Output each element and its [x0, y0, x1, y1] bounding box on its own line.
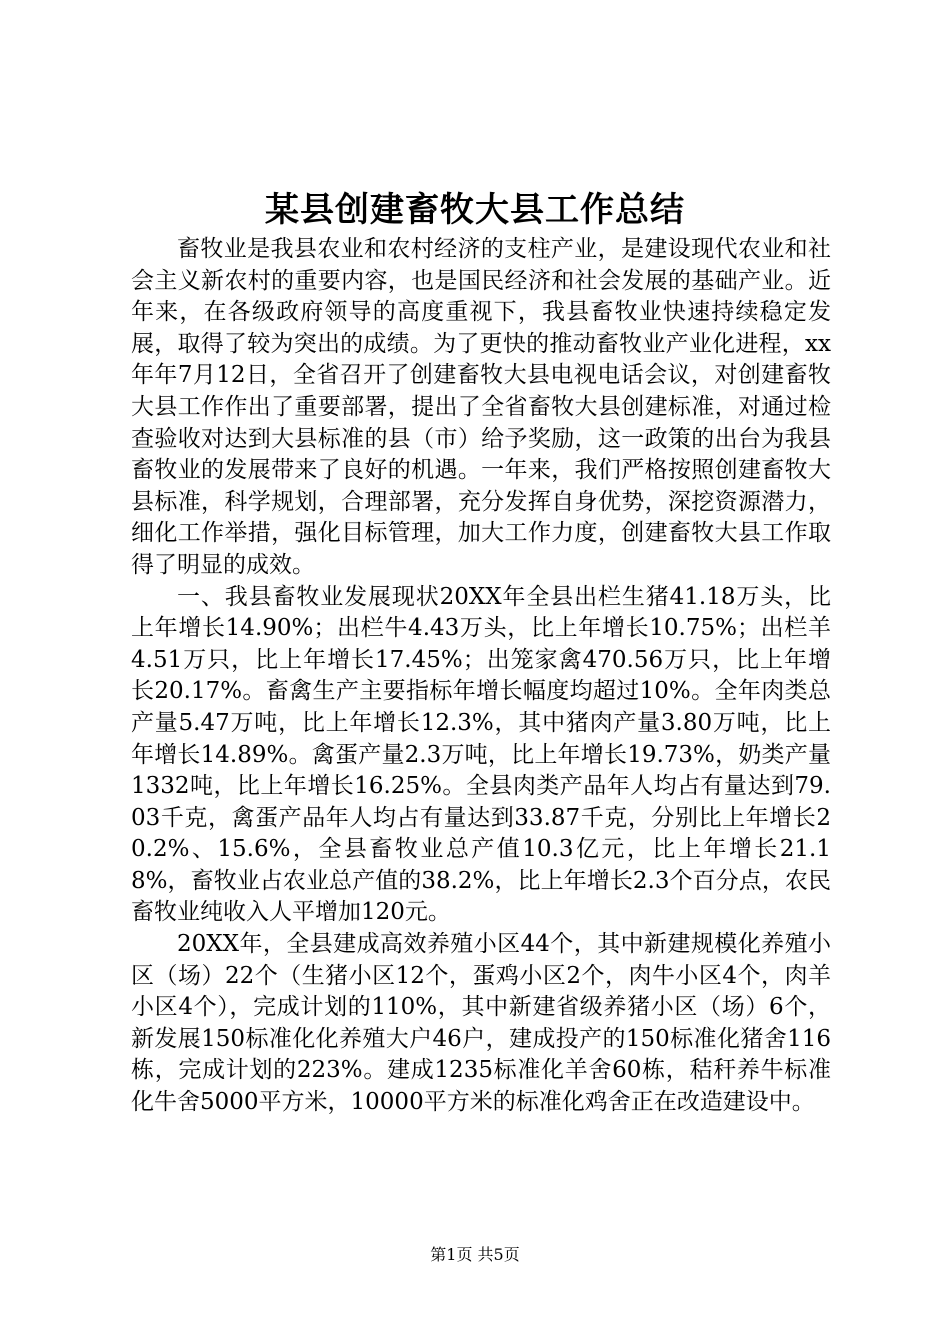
paragraph-intro: 畜牧业是我县农业和农村经济的支柱产业，是建设现代农业和社会主义新农村的重要内容，也是国民经济和社会发展的基础产业。近年来，在各级政府领导的高度重视下，我县畜牧业快速持续稳定发展，取得了较为突出的成绩。为了更快的推动畜牧业产业化进程，xx年年7月12日，全省召开了创建畜牧大县电视电话会议，对创建畜牧大县工作作出了重要部署，提出了全省畜牧大县创建标准，对通过检查验收对达到大县标准的县（市）给予奖励，这一政策的出台为我县畜牧业的发展带来了良好的机遇。一年来，我们严格按照创建畜牧大县标准，科学规划，合理部署，充分发挥自身优势，深挖资源潜力，细化工作举措，强化目标管理，加大工作力度，创建畜牧大县工作取得了明显的成效。 — [131, 236, 831, 578]
document-title: 某县创建畜牧大县工作总结 — [265, 190, 685, 230]
document-body — [131, 234, 831, 1119]
paragraph-breeding-zones: 20XX年，全县建成高效养殖小区44个，其中新建规模化养殖小区（场）22个（生猪小区12个，蛋鸡小区2个，肉牛小区4个，肉羊小区4个），完成计划的110%，其中新建省级养猪小区（场）6个，新发展150标准化化养殖大户46户，建成投产的150标准化猪舍116栋，完成计划的223%。建成1235标准化羊舍60栋，秸秆养牛标准化牛舍5000平方米，10000平方米的标准化鸡舍正在改造建设中。 — [131, 931, 831, 1116]
page-footer: 第1页 共5页 — [430, 1245, 520, 1264]
paragraph-status: 一、我县畜牧业发展现状20XX年全县出栏生猪41.18万头，比上年增长14.90%；出栏牛4.43万头，比上年增长10.75%；出栏羊4.51万只，比上年增长17.45%；出笼家禽470.56万只，比上年增长20.17%。畜禽生产主要指标年增长幅度均超过10%。全年肉类总产量5.47万吨，比上年增长12.3%，其中猪肉产量3.80万吨，比上年增长14.89%。禽蛋产量2.3万吨，比上年增长19.73%，奶类产量1332吨，比上年增长16.25%。全县肉类产品年人均占有量达到79.03千克，禽蛋产品年人均占有量达到33.87千克，分别比上年增长20.2%、15.6%，全县畜牧业总产值10.3亿元，比上年增长21.18%，畜牧业占农业总产值的38.2%，比上年增长2.3个百分点，农民畜牧业纯收入人平增加120元。 — [131, 583, 831, 926]
